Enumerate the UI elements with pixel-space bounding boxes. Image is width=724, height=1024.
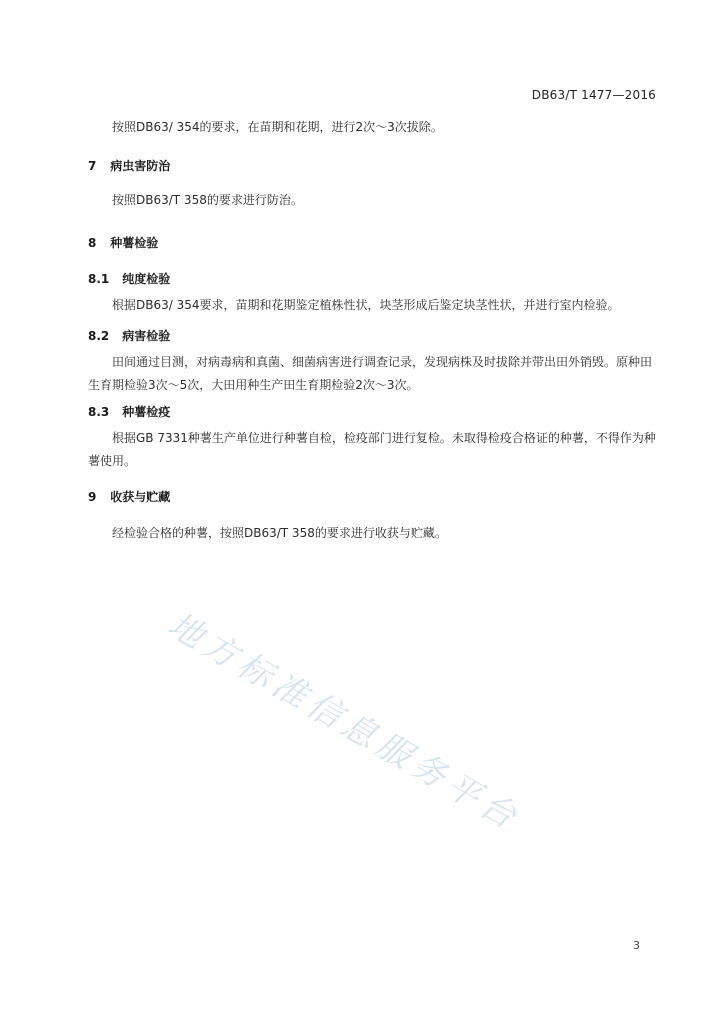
section-number: 8.1 (88, 272, 110, 286)
section-number: 8.2 (88, 329, 110, 343)
section-number: 7 (88, 159, 97, 173)
section-8-heading (88, 234, 158, 251)
section-9-heading (88, 488, 170, 505)
section-7-heading (88, 157, 170, 174)
section-number: 8 (88, 236, 97, 250)
section-number: 8.3 (88, 405, 110, 419)
section-title: 病虫害防治 (110, 159, 171, 173)
section-8-3-heading (88, 403, 170, 420)
section-8-1-heading (88, 270, 170, 287)
section-8-1-body: 根据DB63/ 354要求，苗期和花期鉴定植株性状，块茎形成后鉴定块茎性状，并进行室内检验。 (112, 298, 620, 312)
section-title: 病害检验 (122, 329, 171, 343)
watermark: 地方标准信息服务平台 (161, 604, 528, 840)
section-8-3-body: 根据GB 7331种薯生产单位进行种薯自检，检疫部门进行复检。未取得检疫合格证的种薯，不得作为种薯使用。 (88, 431, 656, 468)
section-title: 种薯检疫 (122, 405, 171, 419)
section-title: 收获与贮藏 (110, 490, 171, 504)
intro-paragraph: 按照DB63/ 354的要求，在苗期和花期，进行2次～3次拔除。 (112, 120, 443, 134)
section-7-body: 按照DB63/T 358的要求进行防治。 (112, 193, 303, 207)
page-number: 3 (633, 939, 640, 952)
section-8-2-heading (88, 327, 170, 344)
section-title: 种薯检验 (110, 236, 159, 250)
section-8-2-body: 田间通过目测，对病毒病和真菌、细菌病害进行调查记录，发现病株及时拔除并带出田外销毁。原种田生育期检验3次～5次，大田用种生产田生育期检验2次～3次。 (88, 355, 653, 392)
section-title: 纯度检验 (122, 272, 171, 286)
section-number: 9 (88, 490, 97, 504)
standard-code: DB63/T 1477—2016 (531, 88, 656, 102)
section-9-body: 经检验合格的种薯，按照DB63/T 358的要求进行收获与贮藏。 (112, 526, 447, 540)
